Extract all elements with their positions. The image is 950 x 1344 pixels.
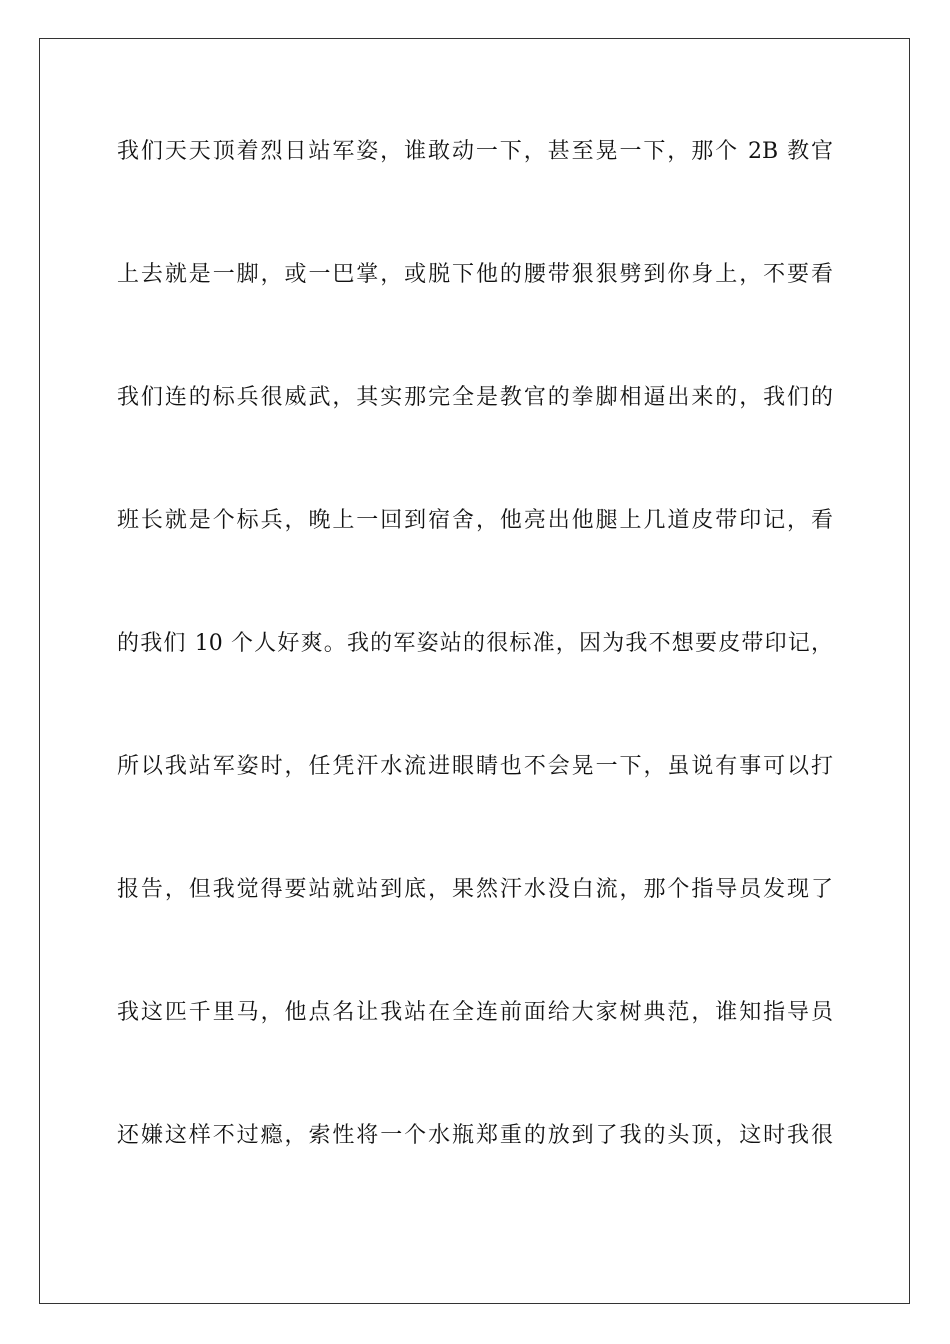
paragraph-line-6: 所以我站军姿时，任凭汗水流进眼睛也不会晃一下，虽说有事可以打 <box>117 754 833 779</box>
paragraph-line-9: 还嫌这样不过瘾，索性将一个水瓶郑重的放到了我的头顶，这时我很 <box>117 1123 833 1148</box>
paragraph-line-1: 我们天天顶着烈日站军姿，谁敢动一下，甚至晃一下，那个 2B 教官 <box>117 139 833 164</box>
page-border <box>39 38 910 1304</box>
paragraph-line-5: 的我们 10 个人好爽。我的军姿站的很标准，因为我不想要皮带印记， <box>117 631 833 656</box>
paragraph-line-4: 班长就是个标兵，晚上一回到宿舍，他亮出他腿上几道皮带印记，看 <box>117 508 833 533</box>
paragraph-line-2: 上去就是一脚，或一巴掌，或脱下他的腰带狠狠劈到你身上，不要看 <box>117 262 833 287</box>
paragraph-line-8: 我这匹千里马，他点名让我站在全连前面给大家树典范，谁知指导员 <box>117 1000 833 1025</box>
paragraph-line-3: 我们连的标兵很威武，其实那完全是教官的拳脚相逼出来的，我们的 <box>117 385 833 410</box>
paragraph-line-7: 报告，但我觉得要站就站到底，果然汗水没白流，那个指导员发现了 <box>117 877 833 902</box>
